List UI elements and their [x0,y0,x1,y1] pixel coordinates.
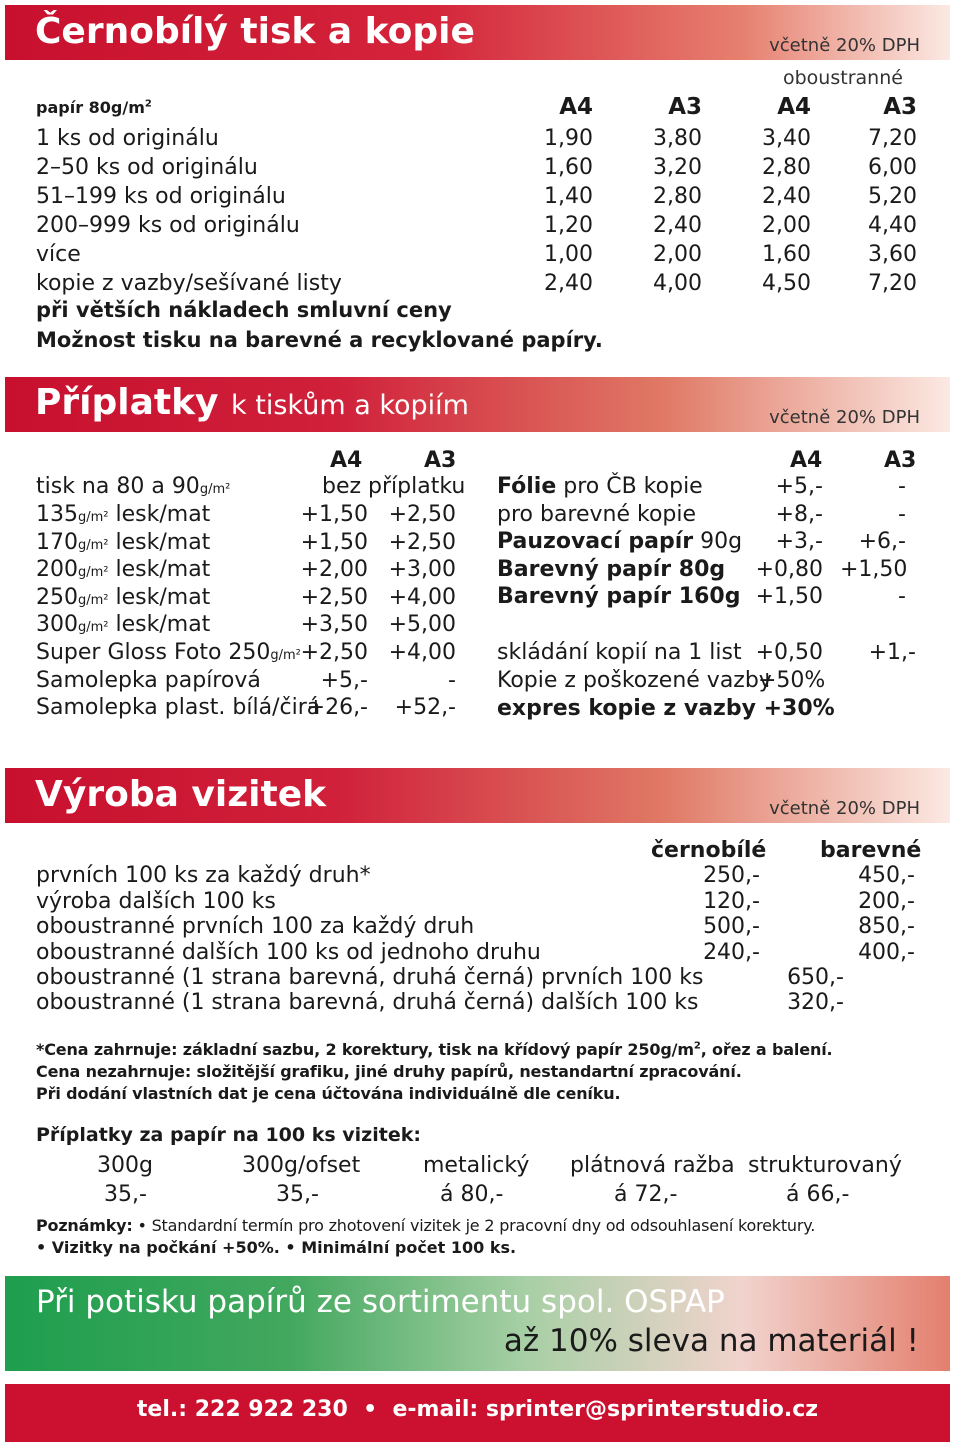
paper-surcharge-title: Příplatky za papír na 100 ks vizitek: [36,1124,421,1146]
bw-row-label: 2–50 ks od originálu [36,155,258,180]
duplex-label: oboustranné [783,67,903,89]
material-surcharge-a4: +1,50 [755,584,823,610]
paper-surcharge-label: Samolepka papírová [36,667,261,693]
material-surcharge-label: Barevný papír 80g [497,556,726,582]
paper-surcharge-a3: +4,00 [388,640,456,665]
col-a4: A4 [559,94,593,120]
cards-footnote-excludes: Cena nezahrnuje: složitější grafiku, jiné druhy papírů, nestandartní zpracování. [36,1062,742,1081]
paper-surcharge-a3: - [448,667,456,693]
bw-row-label: více [36,242,81,267]
bw-row-price: 3,80 [653,126,702,151]
paper-type-metallic: metalický [423,1153,530,1178]
promo-band [5,1276,950,1371]
paper-surcharge-label: 135g/m² lesk/mat [36,502,211,527]
bw-title: Černobílý tisk a kopie [35,11,475,52]
cards-col-bw: černobílé [651,838,767,863]
cards-row-color: 450,- [858,863,915,888]
material-surcharge-a3: - [898,584,906,610]
bw-row-price: 1,90 [544,126,593,151]
surcharge-header-band [5,377,950,432]
paper-surcharge-a3: +3,00 [388,557,456,583]
surcharge-title: Příplatky k tiskům a kopiím [35,382,469,423]
bw-row-price: 2,00 [762,213,811,238]
bw-row-price: 7,20 [868,271,917,296]
bw-row-price: 2,80 [762,155,811,180]
paper-type-canvas: plátnová ražba [570,1153,735,1178]
paper-price-metallic: á 80,- [440,1182,504,1207]
cards-notes-line2: • Vizitky na počkání +50%. • Minimální počet 100 ks. [36,1238,517,1257]
right-col-a4: A4 [790,448,823,473]
bw-vat-note: včetně 20% DPH [769,35,920,56]
paper-surcharge-label: 170g/m² lesk/mat [36,529,211,555]
material-surcharge-label: Barevný papír 160g [497,584,741,610]
mixed-row-1-value: 650,- [787,965,844,990]
bw-row-label: 200–999 ks od originálu [36,213,300,238]
contact-footer [5,1384,950,1442]
bw-row-price: 4,50 [762,271,811,296]
cards-footnote-own-data: Při dodání vlastních dat je cena účtována individuálně dle ceníku. [36,1084,621,1103]
cards-row-color: 400,- [858,939,915,965]
paper-surcharge-a4: +2,50 [300,584,368,610]
material-surcharge-a4: +5,- [775,474,823,499]
cards-row-label: prvních 100 ks za každý druh* [36,863,371,888]
bw-row-price: 4,40 [868,213,917,238]
paper-surcharge-label: Super Gloss Foto 250g/m² [36,640,301,665]
cards-title: Výroba vizitek [35,774,327,815]
bw-row-label: 1 ks od originálu [36,126,219,151]
fold-row-a4: +0,50 [755,640,823,665]
bw-row-price: 2,00 [653,242,702,267]
paper-type-structured: strukturovaný [748,1153,902,1178]
damaged-row-label: Kopie z poškozené vazby [497,668,772,693]
bw-row-price: 2,40 [653,213,702,238]
bw-note-negotiable: při větších nákladech smluvní ceny [36,298,452,322]
paper-price-structured: á 66,- [786,1182,850,1207]
left-first-row: tisk na 80 a 90g/m² [36,474,231,499]
bw-row-label: kopie z vazby/sešívané listy [36,271,342,296]
paper-label: papír $80g/m^2$ [36,98,152,117]
left-col-a3: A3 [424,448,457,473]
paper-surcharge-label: 200g/m² lesk/mat [36,557,211,583]
material-surcharge-a4: +0,80 [755,556,823,582]
express-row: expres kopie z vazby +30% [497,696,835,721]
cards-row-color: 200,- [858,888,915,914]
cards-row-bw: 500,- [703,914,760,939]
cards-row-label: oboustranné prvních 100 za každý druh [36,914,475,939]
bw-row-price: 3,20 [653,155,702,180]
promo-line-1: Při potisku papírů ze sortimentu spol. OSPAP [36,1284,725,1320]
cards-vat-note: včetně 20% DPH [769,798,920,819]
col-duplex-a3: A3 [883,94,917,120]
paper-surcharge-label: 250g/m² lesk/mat [36,584,211,610]
material-surcharge-a4: +8,- [775,501,823,527]
material-surcharge-a3: +6,- [858,529,906,555]
paper-surcharge-a4: +3,50 [300,612,368,638]
paper-surcharge-a4: +5,- [320,667,368,693]
bw-note-paper: Možnost tisku na barevné a recyklované papíry. [36,328,603,352]
bw-row-price: 3,60 [868,242,917,267]
paper-surcharge-a3: +5,00 [388,612,456,638]
paper-price-300g: 35,- [104,1182,147,1207]
cards-footnote-includes: *Cena zahrnuje: základní sazbu, 2 korektury, tisk na křídový papír $250g/m^2$, ořez a balení. [36,1040,833,1059]
material-surcharge-a3: +1,50 [840,556,908,582]
cards-notes: Poznámky: • Standardní termín pro zhotovení vizitek je 2 pracovní dny od odsouhlasení korektury. [36,1216,816,1235]
bw-row-price: 2,40 [544,271,593,296]
material-surcharge-label: pro barevné kopie [497,501,697,527]
paper-surcharge-a3: +52,- [394,695,456,721]
col-a3: A3 [668,94,702,120]
paper-surcharge-a4: +2,00 [300,557,368,583]
paper-surcharge-a4: +26,- [306,695,368,721]
bw-row-label: 51–199 ks od originálu [36,184,286,209]
mixed-row-2-label: oboustranné (1 strana barevná, druhá černá) dalších 100 ks [36,990,699,1015]
bw-row-price: 1,00 [544,242,593,267]
paper-surcharge-a3: +2,50 [388,529,456,555]
col-duplex-a4: A4 [777,94,811,120]
cards-row-label: výroba dalších 100 ks [36,888,276,914]
bw-row-price: 6,00 [868,155,917,180]
paper-type-300g: 300g [97,1153,153,1178]
material-surcharge-a3: - [898,474,906,499]
mixed-row-2-value: 320,- [787,990,844,1015]
bw-row-price: 1,60 [544,155,593,180]
bw-row-price: 5,20 [868,184,917,209]
bw-row-price: 1,20 [544,213,593,238]
cards-row-label: oboustranné dalších 100 ks od jednoho druhu [36,939,541,965]
cards-row-bw: 250,- [703,863,760,888]
paper-surcharge-a4: +2,50 [300,640,368,665]
right-col-a3: A3 [884,448,917,473]
fold-row-label: skládání kopií na 1 list [497,640,742,665]
left-col-a4: A4 [330,448,363,473]
fold-row-a3: +1,- [868,640,916,665]
material-surcharge-label: Fólie pro ČB kopie [497,474,703,499]
bw-header-band [5,5,950,60]
paper-surcharge-a4: +1,50 [300,502,368,527]
paper-price-canvas: á 72,- [614,1182,678,1207]
cards-row-bw: 120,- [703,888,760,914]
cards-row-color: 850,- [858,914,915,939]
bw-row-price: 1,40 [544,184,593,209]
paper-surcharge-a4: +1,50 [300,529,368,555]
paper-price-300g-offset: 35,- [276,1182,319,1207]
promo-line-2: až 10% sleva na materiál ! [503,1323,919,1359]
material-surcharge-label: Pauzovací papír 90g [497,529,743,555]
left-first-value: bez příplatku [322,474,466,499]
mixed-row-1-label: oboustranné (1 strana barevná, druhá černá) prvních 100 ks [36,965,704,990]
damaged-row-a4: +50% [758,668,826,693]
surcharge-vat-note: včetně 20% DPH [769,407,920,428]
bw-row-price: 2,40 [762,184,811,209]
cards-col-color: barevné [820,838,922,863]
paper-surcharge-label: 300g/m² lesk/mat [36,612,211,638]
paper-surcharge-a3: +4,00 [388,584,456,610]
contact-info: tel.: 222 922 230 • e-mail: sprinter@sprinterstudio.cz [136,1397,819,1422]
material-surcharge-a4: +3,- [775,529,823,555]
paper-type-300g-offset: 300g/ofset [242,1153,361,1178]
bw-row-price: 2,80 [653,184,702,209]
bw-row-price: 3,40 [762,126,811,151]
paper-surcharge-a3: +2,50 [388,502,456,527]
bw-row-price: 1,60 [762,242,811,267]
cards-row-bw: 240,- [703,939,760,965]
cards-header-band [5,768,950,823]
paper-surcharge-label: Samolepka plast. bílá/čirá [36,695,321,721]
bw-row-price: 7,20 [868,126,917,151]
bw-row-price: 4,00 [653,271,702,296]
material-surcharge-a3: - [898,501,906,527]
